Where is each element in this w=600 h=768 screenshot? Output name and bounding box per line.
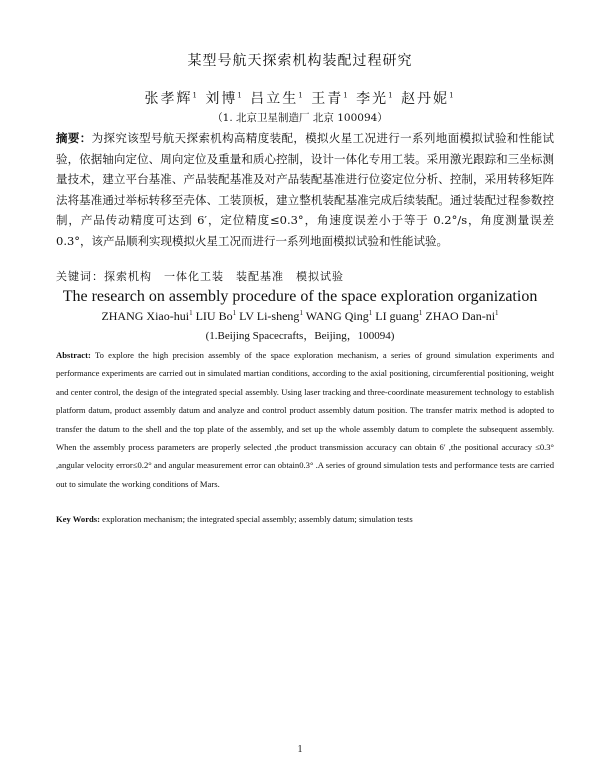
author-en: LI guang$^1$ <box>375 309 423 323</box>
author-en: WANG Qing$^1$ <box>305 309 373 323</box>
page-number: 1 <box>297 744 303 755</box>
author-cn: 吕立生$^1$ <box>250 91 305 107</box>
english-keywords <box>56 514 554 524</box>
author-cn: 李光$^1$ <box>356 91 395 107</box>
chinese-abstract-text: 为探究该型号航天探索机构高精度装配，模拟火星工况进行一系列地面模拟试验和性能试验，依据轴向定位、周向定位及重量和质心控制，设计一体化专用工装。采用激光跟踪和三坐标测量技术，建立平台基准、产品装配基准及对产品装配基准进行位姿定位分析、控制，采用转移矩阵法将基准通过举标转移至壳体、工装顶板，建立整机装配基准完成后续装配。通过装配过程参数控制，产品传动精度可达到 6′，定位精度≤0.3°，角速度误差小于等于 0.2°/s，角度测量误差 0.3°，该产品顺利实现模拟火星工况而进行一系列地面模拟试验和性能试验。 <box>56 131 555 248</box>
english-title: The research on assembly procedure of the space exploration organization <box>62 288 538 305</box>
author-en: LV Li-sheng$^1$ <box>239 309 303 323</box>
english-abstract-text: To explore the high precision assembly of the space exploration mechanism, a series of ground simulation experiments and performance experiments are carried out in simulated martian conditions, according to the axial positioning, circumferential positioning, weight and center control, the design of the integrated special assembly. Using laser tracking and three-coordinate measurement technology to establish platform datum, product assembly datum and analyze and control product assembly datum position. The transfer matrix method is adopted to transfer the datum to the shell and the top plate of the assembly, and set up the whole assembly datum to complete the subsequent assembly. When the assembly process parameters are properly selected ,the product transmission accuracy can obtain 6′ ,the positional accuracy ≤0.3° ,angular velocity error≤0.2° and angular measurement error can obtain0.3° .A series of ground simulation tests and performance tests are carried out to simulate the working conditions of Mars. <box>56 350 554 489</box>
author-en: LIU Bo$^1$ <box>195 309 237 323</box>
chinese-title: 某型号航天探索机构装配过程研究 <box>187 53 413 69</box>
english-abstract-label: Abstract: <box>56 350 91 360</box>
english-affiliation: (1.Beijing Spacecrafts，Beijing，100094) <box>205 330 395 342</box>
chinese-authors <box>0 88 600 108</box>
author-cn: 刘博$^1$ <box>205 91 244 107</box>
author-cn: 赵丹妮$^1$ <box>401 91 456 107</box>
author-cn: 王青$^1$ <box>311 91 350 107</box>
chinese-affiliation: （1. 北京卫星制造厂 北京 100094） <box>212 112 388 124</box>
chinese-keywords-label: 关键词： <box>56 270 104 283</box>
english-abstract <box>56 346 554 493</box>
english-authors <box>0 309 600 324</box>
author-en: ZHANG Xiao-hui$^1$ <box>101 309 193 323</box>
chinese-abstract <box>56 128 554 251</box>
chinese-keywords-text: 探索机构 一体化工装 装配基准 模拟试验 <box>104 270 344 283</box>
author-cn: 张孝辉$^1$ <box>144 91 199 107</box>
author-en: ZHAO Dan-$ni^1$ <box>425 309 499 323</box>
chinese-abstract-label: 摘要： <box>56 131 92 145</box>
english-keywords-text: exploration mechanism; the integrated special assembly; assembly datum; simulation tests <box>100 514 413 524</box>
english-keywords-label: Key Words: <box>56 514 101 524</box>
chinese-keywords <box>56 268 554 284</box>
